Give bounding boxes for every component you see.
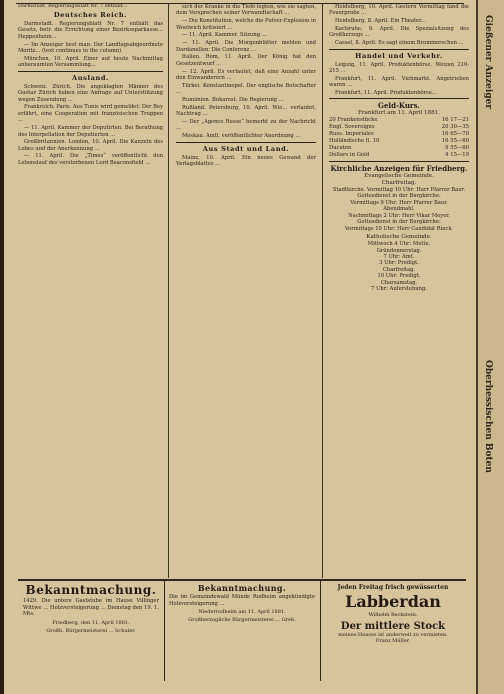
- article-text: — 12. April. Es verlautet, daß eine Anzahl unter den Einwanderern ...: [176, 68, 316, 82]
- ad-small: meines Hauses ist anderweit zu vermieten.: [338, 632, 448, 638]
- ad-name: Franz Müller.: [375, 638, 411, 644]
- article-text: — Im Anzeiger liest man: Der Landtagsabgeordnete Moritz... (text continues in the column): [18, 41, 163, 55]
- article-text: — 11. April. Kammer. Sitzung ...: [182, 32, 267, 39]
- article-text: — 11. April. Die „Times“ veröffentlicht den Lebenslauf des verstorbenen Lord Beaconsfield ...: [18, 153, 163, 166]
- article-text: — Der „Agence Russe“ bemerkt zu der Nachricht ...: [176, 118, 316, 132]
- article-text: Frankfurt, 11. April. Viehmarkt. Angetrieben waren ...: [329, 75, 469, 89]
- announcement-text: 1429. Die untere Gaststube im Hause Villinger Wittwe ... Holzversteigerung ... Dienstag den 19. 1. Mts.: [23, 598, 159, 617]
- article-text: Karlsruhe, 9. April. Die Spezialsitzung des Großherzogs ...: [329, 25, 469, 39]
- announcement-footer: Friedberg, den 11. April 1881.: [52, 619, 130, 626]
- announcement-2: [164, 581, 321, 681]
- article-text: Cassel, 8. April. Es sagt einem Brommerschen ...: [335, 40, 464, 47]
- evang-list: Stadtkirche. Vormittag 10 Uhr: Herr Pfarrer Baur. Gottesdienst in der Burgkirche: Vormittags 9 Uhr: Herr Pfarrer Baur. Abendmahl. Nachmittags 2 Uhr: Herr Vikar Meyer. Gottesdienst in der Burgkirche: Vormittags 10 Uhr: Herr Candidat Rieck.: [332, 186, 466, 232]
- kurs-row: Ducaten 9 55—60: [329, 145, 469, 152]
- section-stadt-land: Aus Stadt und Land.: [202, 144, 290, 153]
- article-text: Heidelberg, 10. April. Gestern Vormittag fand die Feuerprobe ...: [329, 4, 469, 17]
- section-geld-kurs: Geld-Kurs.: [378, 101, 420, 111]
- side-text-2: Oberhessischen Boten: [483, 360, 493, 473]
- kurs-row: Dollars in Gold 4 15—19: [329, 152, 469, 158]
- section-divider: [18, 71, 163, 72]
- announcement-signature: Großh. Bürgermeisterei ... Schuler.: [46, 627, 136, 634]
- article-text: Moskau. Amtl. veröffentlichter Anordnung ...: [182, 133, 301, 140]
- article-text: Rumänien. Bukarest. Die Regierung ...: [182, 96, 284, 103]
- announcement-text: Die im Gemeindewald Münde Rodheim angekündigte Holzversteigerung ...: [169, 594, 315, 607]
- charfreitag: Charfreitag.: [381, 179, 417, 186]
- article-text: Leipzig, 11. April. Produktenbörse. Weizen 210-215 ...: [329, 61, 469, 75]
- kurs-row: 20 Frankenstücke 16 17—21: [329, 117, 469, 124]
- article-text: Rußland. Petersburg, 10. April. Wie... verlautet, Nachtrag ...: [176, 104, 316, 118]
- section-deutsches-reich: Deutsches Reich.: [53, 11, 128, 19]
- katholische-gemeinde: Katholische Gemeinde.: [366, 234, 432, 241]
- announcement-title: Bekanntmachung.: [25, 583, 157, 597]
- article-text: — 11. April. Kammer der Deputirten. Bei Berathung des Interpellation der Deputierten ...: [18, 125, 163, 138]
- article-text: sich der Kranke in die Tiefe legten, wie sie sagten, dem Versprechen seiner Verwandtschaft ...: [176, 4, 316, 17]
- article-text: Italien. Rom, 11. April. Der König hat den Gesetzentwurf ...: [176, 54, 316, 67]
- section-divider: [176, 142, 316, 143]
- ad-line-3: Der mittlere Stock: [340, 621, 446, 632]
- section-divider: [329, 161, 469, 162]
- middle-column: [176, 4, 316, 578]
- newspaper-page: [4, 0, 478, 694]
- kurs-row: Holländische fl. 10 16 55—60: [329, 138, 469, 145]
- geldkurs-date: Frankfurt am 11. April 1881.: [357, 110, 440, 117]
- advertisement-3: [320, 581, 466, 681]
- article-text: Frankfurt, 11. April. Produktenbörse...: [335, 90, 437, 97]
- article-text: — Die Konstitution, welche die Pulver-Explosion in Woolwich kritisiert ...: [176, 18, 316, 31]
- article-text: Heidelberg, 8. April. Ein Theater...: [335, 18, 426, 25]
- top-line: Darmstadt. Regierungsblatt Nr. 7 enthält...: [18, 3, 128, 9]
- announcement-title: Bekanntmachung.: [197, 583, 287, 593]
- left-column: [18, 4, 163, 578]
- ad-line-1: Jeden Freitag frisch gewässerten: [337, 584, 449, 591]
- article-text: Schweiz. Zürich. Die angeklagten Männer des Gustav Zürich haben eine Anfrage auf Unterstützung wegen Zusendung ...: [18, 83, 163, 103]
- kurs-row: Engl. Sovereigns 20 30—35: [329, 124, 469, 131]
- article-text: Frankreich. Paris. Aus Tunis wird gemeldet: Der Bey erfährt, eine Cooperation mit französischen Truppen ...: [18, 104, 163, 124]
- article-text: Darmstadt. Regierungsblatt Nr. 7 enthält das Gesetz, betr. die Errichtung einer Bezirkssparkasse... Heppenheim...: [18, 21, 163, 40]
- side-strip: [476, 0, 504, 694]
- section-ausland: Ausland.: [72, 73, 109, 82]
- right-column: [329, 4, 469, 578]
- section-handel-verkehr: Handel und Verkehr.: [355, 51, 443, 60]
- announcement-signature: Großherzogliche Bürgermeisterei ... Greb.: [188, 617, 296, 623]
- ad-line-2: Labberdan: [345, 592, 441, 611]
- article-text: München, 10. April. Einer auf heute Nachmittag anberaumten Versammlung...: [18, 55, 163, 69]
- kurs-table: [329, 117, 469, 158]
- advertisement-band: [18, 579, 466, 681]
- announcement-footer: Niederrodheim am 11. April 1881.: [198, 609, 286, 615]
- side-text-1: Gießener Anzeiger: [483, 15, 493, 110]
- article-text: Türkei. Konstantinopel. Der englische Botschafter ...: [176, 82, 316, 96]
- ad-sub: Wilhelm Beckstein.: [368, 612, 418, 618]
- article-text: Großbritannien. London, 10. April. Die Kanzeln des Lobes und der Anerkennung ...: [18, 139, 163, 152]
- kurs-row: Russ. Imperiales 16 65—70: [329, 131, 469, 138]
- announcement-1: [18, 581, 165, 681]
- section-kirchliche-anzeigen: Kirchliche Anzeigen für Friedberg.: [330, 163, 468, 173]
- column-rule: [322, 4, 323, 578]
- article-text: — 11. April. Die Morgenblätter melden und Dardanellen: Die Conferenz ...: [176, 40, 316, 53]
- article-text: Mainz, 10. April. Ein neues Gewand der Verlagsblattes ...: [176, 154, 316, 168]
- section-divider: [329, 98, 469, 99]
- section-divider: [329, 49, 469, 50]
- kath-list: Mittwoch 4 Uhr: Mette. Gründonnerstag. 7 Uhr: Amt. 3 Uhr: Predigt. Charfreitag. 10 Uhr: Predigt. Charsamstag. 7 Uhr: Auferstehung.: [367, 241, 431, 293]
- column-rule: [168, 4, 169, 578]
- evangelische-gemeinde: Evangelische Gemeinde.: [364, 172, 434, 179]
